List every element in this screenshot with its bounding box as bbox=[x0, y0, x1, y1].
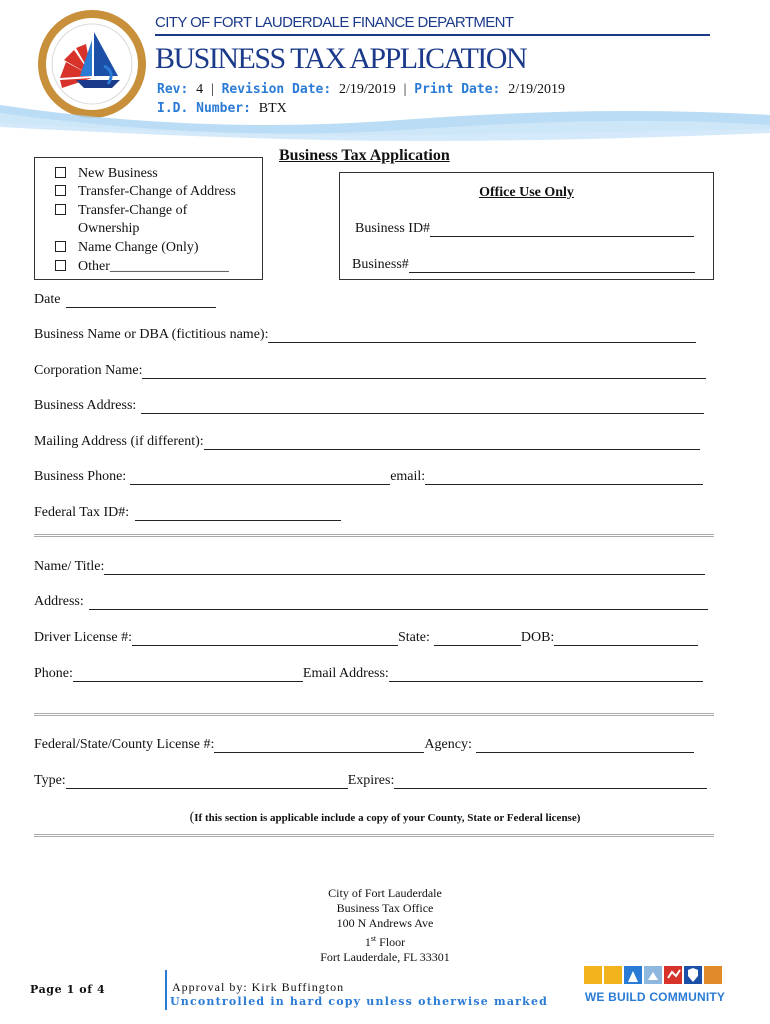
office-use-box bbox=[339, 172, 714, 280]
header-rule bbox=[155, 34, 710, 36]
community-text: WE BUILD COMMUNITY bbox=[584, 990, 726, 1004]
checkbox[interactable] bbox=[55, 260, 66, 271]
license-note: (If this section is applicable include a copy of your County, State or Federal license) bbox=[189, 810, 581, 825]
header-wave-decoration bbox=[0, 85, 770, 155]
print-date-label: Print Date: bbox=[414, 82, 501, 97]
page-title: BUSINESS TAX APPLICATION bbox=[155, 42, 527, 75]
dob-line[interactable] bbox=[554, 632, 698, 646]
rev-label: Rev: bbox=[157, 82, 189, 97]
name-title-line[interactable] bbox=[104, 561, 705, 575]
email-line[interactable] bbox=[425, 471, 703, 485]
business-name-field[interactable]: Business Name or DBA (fictitious name): bbox=[34, 327, 696, 343]
id-value: BTX bbox=[258, 101, 287, 116]
business-id-field[interactable]: Business ID# bbox=[355, 221, 694, 237]
revision-date-label: Revision Date: bbox=[221, 82, 332, 97]
section-divider bbox=[34, 713, 714, 716]
phone-field[interactable]: Phone: Email Address: bbox=[34, 666, 703, 682]
type-field[interactable]: Type: Expires: bbox=[34, 773, 707, 789]
mailing-address-field[interactable]: Mailing Address (if different): bbox=[34, 434, 700, 450]
option-transfer-address[interactable]: Transfer-Change of Address bbox=[55, 183, 236, 201]
option-name-change[interactable]: Name Change (Only) bbox=[55, 239, 199, 257]
license-line[interactable] bbox=[214, 739, 424, 753]
section-divider bbox=[34, 534, 714, 537]
expires-line[interactable] bbox=[394, 775, 707, 789]
business-number-line[interactable] bbox=[409, 259, 695, 273]
application-type-options bbox=[34, 157, 263, 280]
separator: | bbox=[403, 82, 407, 97]
type-line[interactable] bbox=[66, 775, 348, 789]
uncontrolled-notice: Uncontrolled in hard copy unless otherwise marked bbox=[170, 995, 549, 1008]
office-use-title: Office Use Only bbox=[479, 185, 574, 200]
we-build-community-logo bbox=[584, 962, 726, 1006]
state-line[interactable] bbox=[434, 632, 521, 646]
option-transfer-ownership-cont: Ownership bbox=[78, 221, 140, 236]
business-id-line[interactable] bbox=[430, 223, 694, 237]
separator: | bbox=[210, 82, 214, 97]
business-address-line[interactable] bbox=[141, 400, 704, 414]
checkbox[interactable] bbox=[55, 241, 66, 252]
checkbox[interactable] bbox=[55, 185, 66, 196]
print-date-value: 2/19/2019 bbox=[508, 82, 565, 97]
address-line[interactable] bbox=[89, 596, 708, 610]
license-field[interactable]: Federal/State/County License #: Agency: bbox=[34, 737, 694, 753]
agency-line[interactable] bbox=[476, 739, 694, 753]
federal-tax-id-line[interactable] bbox=[135, 507, 341, 521]
option-transfer-ownership[interactable]: Transfer-Change of bbox=[55, 202, 187, 220]
business-number-field[interactable]: Business# bbox=[352, 257, 695, 273]
footer-divider bbox=[165, 970, 167, 1010]
option-other[interactable]: Other_________________ bbox=[55, 258, 229, 276]
community-icons bbox=[584, 962, 726, 990]
driver-license-line[interactable] bbox=[132, 632, 398, 646]
department-name: CITY OF FORT LAUDERDALE FINANCE DEPARTMENT bbox=[155, 14, 514, 31]
mailing-address-line[interactable] bbox=[204, 436, 700, 450]
option-new-business[interactable]: New Business bbox=[55, 165, 158, 183]
business-name-line[interactable] bbox=[268, 329, 696, 343]
revision-date-value: 2/19/2019 bbox=[339, 82, 396, 97]
email-address-line[interactable] bbox=[389, 668, 703, 682]
corporation-name-field[interactable]: Corporation Name: bbox=[34, 363, 706, 379]
section-divider bbox=[34, 834, 714, 837]
name-title-field[interactable]: Name/ Title: bbox=[34, 559, 705, 575]
driver-license-field[interactable]: Driver License #: State: DOB: bbox=[34, 630, 698, 646]
checkbox[interactable] bbox=[55, 204, 66, 215]
id-label: I.D. Number: bbox=[157, 101, 251, 116]
office-address: City of Fort Lauderdale Business Tax Office 100 N Andrews Ave 1st Floor Fort Lauderdale, FL 33301 bbox=[320, 886, 450, 964]
federal-tax-id-field[interactable]: Federal Tax ID#: bbox=[34, 505, 341, 521]
business-phone-line[interactable] bbox=[130, 471, 390, 485]
business-address-field[interactable]: Business Address: bbox=[34, 398, 704, 414]
rev-value: 4 bbox=[196, 82, 204, 97]
address-field[interactable]: Address: bbox=[34, 594, 708, 610]
date-line[interactable] bbox=[66, 294, 216, 308]
business-phone-field[interactable]: Business Phone: email: bbox=[34, 469, 703, 485]
corporation-name-line[interactable] bbox=[142, 365, 706, 379]
checkbox[interactable] bbox=[55, 167, 66, 178]
form-title: Business Tax Application bbox=[279, 147, 450, 164]
date-field[interactable]: Date bbox=[34, 292, 216, 308]
phone-line[interactable] bbox=[73, 668, 303, 682]
page-number: Page 1 of 4 bbox=[30, 983, 106, 996]
approval-text: Approval by: Kirk Buffington bbox=[172, 980, 345, 994]
